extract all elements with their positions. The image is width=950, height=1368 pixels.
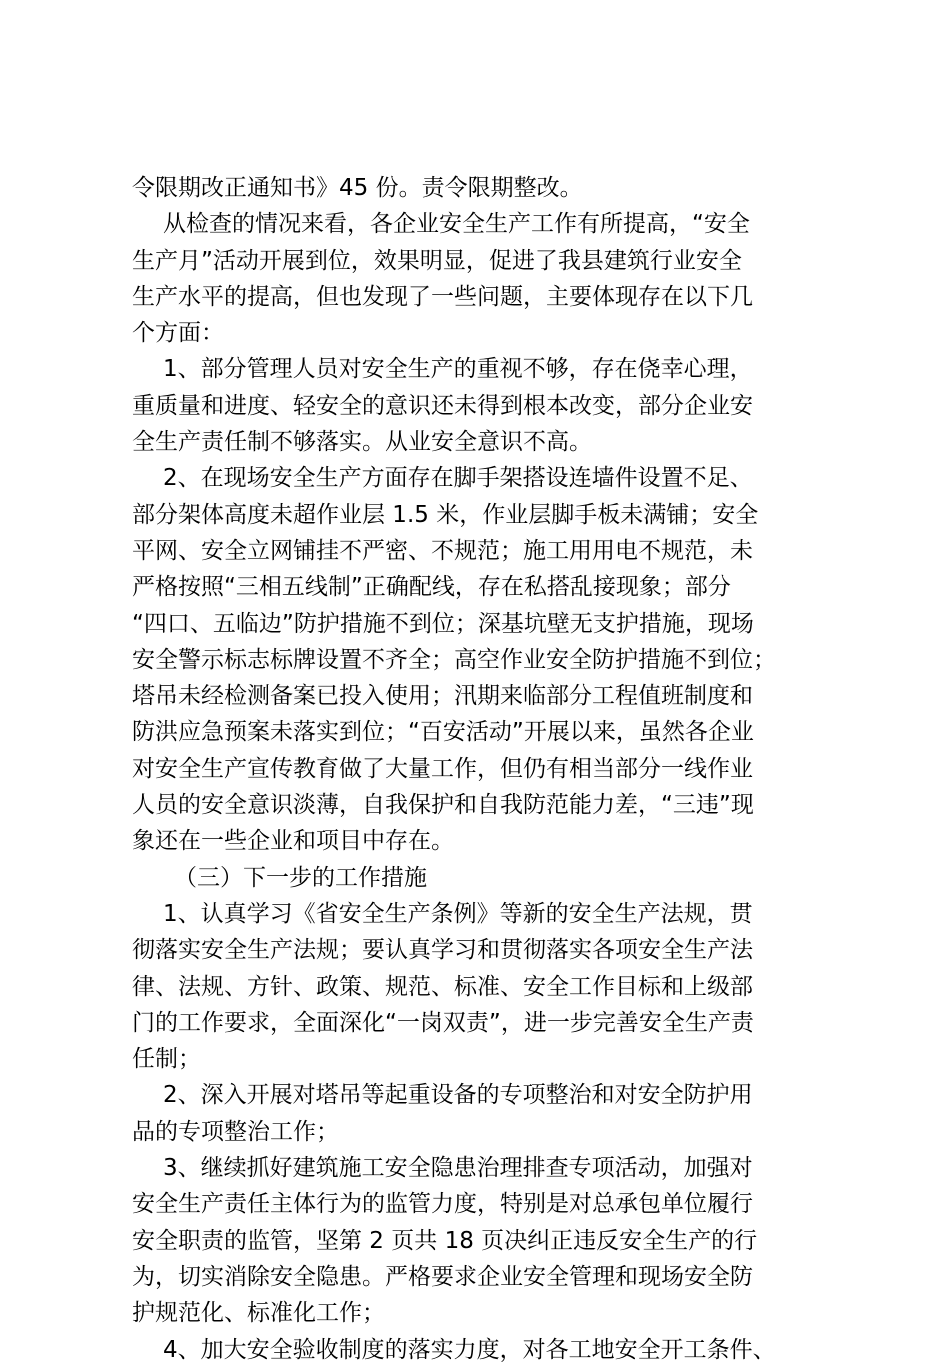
text-line: 全生产责任制不够落实。从业安全意识不高。: [132, 429, 592, 456]
text-line: 为，切实消除安全隐患。严格要求企业安全管理和现场安全防: [132, 1263, 753, 1290]
text-line: 生产月”活动开展到位，效果明显，促进了我县建筑行业安全: [132, 247, 742, 274]
text-line: 对安全生产宣传教育做了大量工作，但仍有相当部分一线作业: [132, 755, 753, 782]
text-line: 象还在一些企业和项目中存在。: [132, 828, 454, 855]
text-line: 护规范化、标准化工作；: [132, 1300, 385, 1327]
text-line: 防洪应急预案未落实到位；“百安活动”开展以来，虽然各企业: [132, 719, 754, 746]
text-line: 2、深入开展对塔吊等起重设备的专项整治和对安全防护用: [163, 1082, 753, 1109]
text-line: 任制；: [132, 1046, 201, 1073]
document-body: [132, 170, 832, 1368]
text-line: 重质量和进度、轻安全的意识还未得到根本改变，部分企业安: [132, 392, 753, 419]
text-line: 人员的安全意识淡薄，自我保护和自我防范能力差，“三违”现: [132, 792, 754, 819]
text-line: 门的工作要求，全面深化“一岗双责”，进一步完善安全生产责: [132, 1009, 754, 1036]
text-line: 安全职责的监管，坚第 2 页共 18 页决纠正违反安全生产的行: [132, 1227, 758, 1254]
text-line: 1、认真学习《省安全生产条例》等新的安全生产法规，贯: [163, 900, 753, 927]
text-line: 个方面：: [132, 320, 224, 347]
text-line: 严格按照“三相五线制”正确配线，存在私搭乱接现象；部分: [132, 574, 731, 601]
text-line: 安全警示标志标牌设置不齐全；高空作业安全防护措施不到位；: [132, 646, 776, 673]
text-line: 塔吊未经检测备案已投入使用；汛期来临部分工程值班制度和: [132, 683, 753, 710]
text-line: 4、加大安全验收制度的落实力度，对各工地安全开工条件、: [163, 1336, 776, 1363]
text-line: 律、法规、方针、政策、规范、标准、安全工作目标和上级部: [132, 973, 753, 1000]
text-line: 1、部分管理人员对安全生产的重视不够，存在侥幸心理，: [163, 356, 753, 383]
text-line: 部分架体高度未超作业层 1.5 米，作业层脚手板未满铺；安全: [132, 501, 759, 528]
text-line: 品的专项整治工作；: [132, 1118, 339, 1145]
text-line: 平网、安全立网铺挂不严密、不规范；施工用用电不规范，未: [132, 537, 753, 564]
text-line: 3、继续抓好建筑施工安全隐患治理排查专项活动，加强对: [163, 1155, 753, 1182]
text-line: 安全生产责任主体行为的监管力度，特别是对总承包单位履行: [132, 1191, 753, 1218]
text-line: 彻落实安全生产法规；要认真学习和贯彻落实各项安全生产法: [132, 937, 753, 964]
text-line: 2、在现场安全生产方面存在脚手架搭设连墙件设置不足、: [163, 465, 753, 492]
section-heading: （三）下一步的工作措施: [174, 864, 427, 891]
text-line: 令限期改正通知书》45 份。责令限期整改。: [132, 175, 583, 201]
text-line: 从检查的情况来看，各企业安全生产工作有所提高，“安全: [163, 211, 750, 238]
text-line: 生产水平的提高，但也发现了一些问题，主要体现存在以下几: [132, 283, 753, 310]
text-line: “四口、五临边”防护措施不到位；深基坑壁无支护措施，现场: [132, 610, 754, 637]
